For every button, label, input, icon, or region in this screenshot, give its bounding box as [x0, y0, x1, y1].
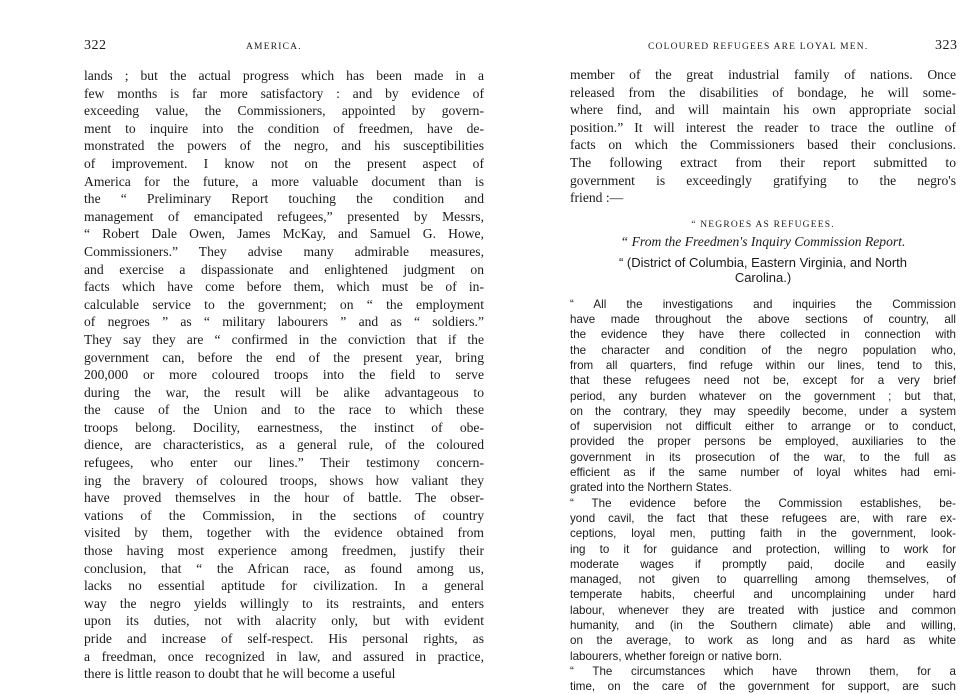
text-line: ing the bravery of coloured troops, shows how valiant they — [84, 472, 484, 488]
text-line: “ The evidence before the Commission establishes, be- — [570, 496, 956, 510]
text-line: upon its duties, not with alacrity only, but with evident — [84, 613, 484, 629]
text-line: labourers, whether foreign or native born. — [570, 649, 783, 663]
text-line: government can, before the end of the present year, bring — [84, 349, 484, 365]
text-line: from all quarters, find refuge within our lines, tend to this, — [570, 358, 956, 372]
text-line: released from the disabilities of bondage, he will some- — [570, 84, 956, 100]
text-line: and exercise a dispassionate and enlightened judgment on — [84, 261, 484, 277]
text-line: member of the great industrial family of nations. Once — [570, 67, 956, 82]
report-paragraph-1 — [570, 297, 956, 496]
right-page-number: 323 — [935, 38, 958, 53]
text-line: ceptions, loyal men, putting faith in the government, look- — [570, 527, 956, 541]
text-line: that these refugees need not be, except for a very brief — [570, 374, 956, 388]
right-body-text — [570, 66, 956, 694]
text-line: friend :— — [570, 190, 624, 206]
text-line: humanity, and (in the Southern climate) able and willing, — [570, 618, 956, 632]
text-line: of negroes ” as “ military labourers ” and as “ soldiers.” — [84, 314, 484, 330]
text-line: those having most experience among freedmen, justify their — [84, 543, 484, 559]
district-heading — [570, 255, 956, 285]
text-line: 200,000 or more coloured troops into the field to serve — [84, 367, 484, 383]
text-line: The following extract from their report submitted to — [570, 154, 956, 170]
text-line: government in its prosecution of the war, to the full as — [570, 450, 956, 464]
left-running-head: AMERICA. — [246, 42, 302, 52]
right-running-head-wrap — [648, 38, 868, 58]
text-line: “ The circumstances which have thrown them, for a — [570, 664, 956, 678]
district-line: Carolina.) — [734, 269, 792, 285]
text-line: have made throughout the above sections of country, all — [570, 313, 956, 327]
text-line: provided the proper persons be employed, auxiliaries to the — [570, 435, 956, 449]
text-line: the cause of the Union and to the race to which these — [84, 402, 484, 418]
left-page — [0, 0, 490, 682]
left-header — [84, 38, 107, 58]
text-line: few months is far more satisfactory : and by evidence of — [84, 85, 484, 101]
text-line: management of emancipated refugees,” presented by Messrs, — [84, 208, 484, 224]
text-line: lands ; but the actual progress which has been made in a — [84, 68, 484, 83]
text-line: “ Robert Dale Owen, James McKay, and Samuel G. Howe, — [84, 226, 484, 242]
text-line: pride and increase of self-respect. His personal rights, as — [84, 631, 484, 646]
text-line: monstrated the powers of the negro, and his susceptibilities — [84, 138, 484, 154]
text-line: America for the future, a more valuable document than is — [84, 173, 484, 189]
text-line: the “ Preliminary Report touching the condition and — [84, 191, 484, 207]
text-line: ing to it for guidance and protection, willing to work for — [570, 542, 956, 556]
text-line: during the war, the result will be alike advantageous to — [84, 384, 484, 400]
text-line: facts which have come before them, which must be of in- — [84, 279, 484, 295]
text-line: the character and condition of the negro population who, — [570, 343, 956, 357]
text-line: refugees, who enter our lines.” Their testimony concern- — [84, 455, 484, 471]
left-page-number: 322 — [84, 38, 107, 53]
text-line: government is exceedingly gratifying to the negro's — [570, 172, 956, 188]
text-line: time, on the care of the government for support, are such — [570, 680, 956, 694]
left-body-text — [84, 67, 484, 683]
report-paragraph-3 — [570, 664, 956, 694]
text-line: vations of the Commission, in the sections of country — [84, 507, 484, 523]
text-line: calculable service to the government; on “ the employment — [84, 296, 484, 312]
text-line: conclusion, that “ the African race, as found among us, — [84, 560, 484, 576]
text-line: visited by them, together with the evidence obtained from — [84, 525, 484, 541]
text-line: a freedman, once recognized in law, and assured in practice, — [84, 648, 484, 664]
text-line: of supervision not difficult either to arrange or to conduct, — [570, 420, 956, 434]
report-heading: “ From the Freedmen's Inquiry Commission Report. — [620, 233, 906, 249]
text-line: troops belong. Docility, earnestness, the instinct of obe- — [84, 419, 484, 435]
text-line: there is little reason to doubt that he will become a useful — [84, 666, 396, 682]
text-line: managed, not given to quarrelling among themselves, of — [570, 573, 956, 587]
text-line: position.” It will interest the reader to trace the outline of — [570, 119, 956, 135]
text-line: grated into the Northern States. — [570, 481, 732, 495]
left-running-head-wrap — [246, 38, 302, 58]
text-line: ment to inquire into the condition of freedmen, have de- — [84, 120, 484, 136]
text-line: on the contrary, they may speedily become, under a system — [570, 404, 956, 418]
text-line: moderate wages if promptly paid, docile and easily — [570, 557, 956, 571]
text-line: of improvement. I know not on the present aspect of — [84, 155, 484, 171]
text-line: yond cavil, the fact that these refugees are, with rare ex- — [570, 511, 956, 525]
text-line: exceeding value, the Commissioners, appointed by govern- — [84, 103, 484, 119]
text-line: way the negro yields willingly to its restraints, and enters — [84, 595, 484, 611]
text-line: efficient as if the same number of loyal whites had emi- — [570, 466, 956, 480]
text-line: labour, whenever they are treated with justice and common — [570, 603, 956, 617]
section-heading: “ NEGROES AS REFUGEES. — [691, 219, 835, 230]
report-paragraph-2 — [570, 496, 956, 664]
right-header — [935, 38, 958, 58]
text-line: have proved themselves in the hour of battle. The obser- — [84, 490, 484, 506]
text-line: period, any burden whatever on the government ; but that, — [570, 389, 956, 403]
text-line: They say they are “ confirmed in the conviction that if the — [84, 331, 484, 347]
text-line: on the average, to work as long and as hard as white — [570, 634, 956, 648]
text-line: the evidence they have there collected in connection with — [570, 328, 956, 342]
text-line: lacks no essential aptitude for civilization. In a general — [84, 578, 484, 594]
district-line: “ (District of Columbia, Eastern Virginia, and North — [618, 254, 908, 270]
intro-paragraph — [570, 66, 956, 207]
text-line: temperate habits, cheerful and uncomplaining under hard — [570, 588, 956, 602]
text-line: Commissioners.” They advise many admirable measures, — [84, 243, 484, 259]
text-line: “ All the investigations and inquiries the Commission — [570, 297, 956, 311]
text-line: dience, are characteristics, as a general rule, of the coloured — [84, 437, 484, 453]
right-running-head: COLOURED REFUGEES ARE LOYAL MEN. — [648, 42, 869, 52]
right-page — [490, 0, 980, 694]
text-line: where find, and will maintain his own appropriate social — [570, 102, 956, 118]
text-line: facts on which the Commissioners based their conclusions. — [570, 137, 956, 153]
